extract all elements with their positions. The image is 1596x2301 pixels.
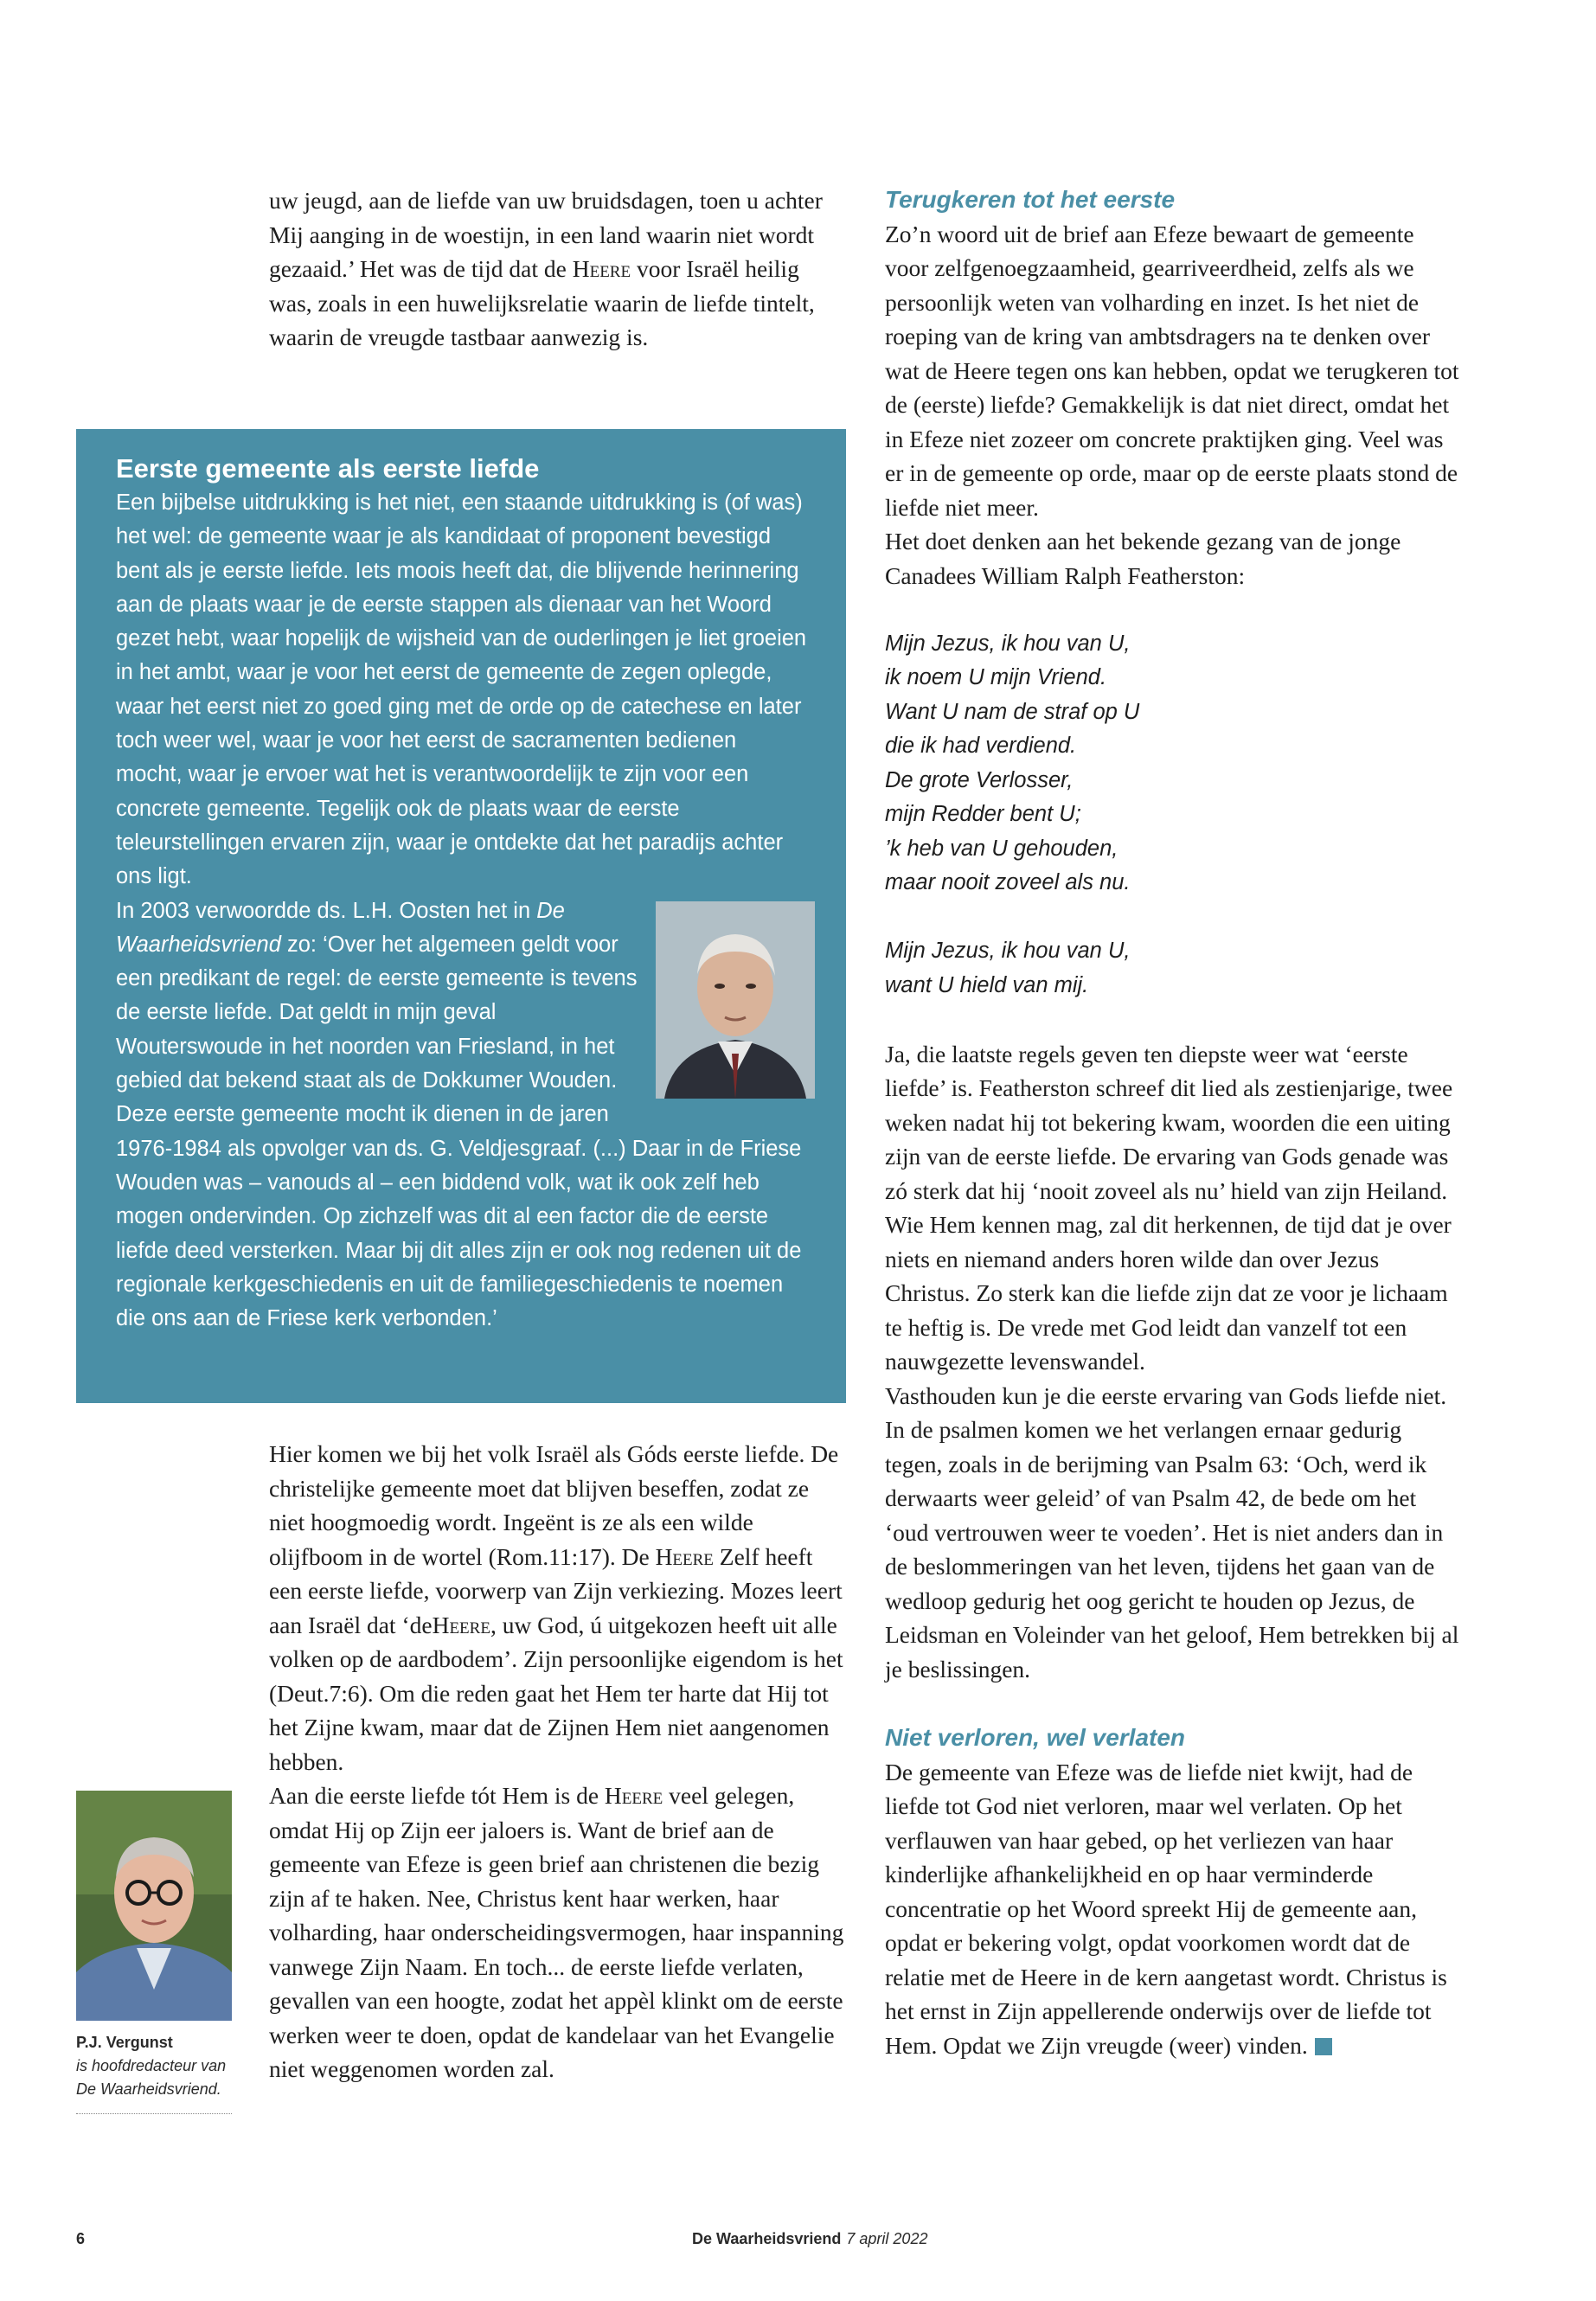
author-caption (76, 2031, 232, 2114)
poem-line: Want U nam de straf op U (885, 699, 1140, 724)
column-1-top (269, 183, 847, 355)
poem-stanza-1 (885, 627, 1461, 901)
poem-stanza-2 (885, 934, 1461, 1003)
section-heading-terugkeren: Terugkeren tot het eerste (885, 186, 1176, 213)
author-role: is hoofdredacteur van De Waarheidsvriend. (76, 2057, 227, 2098)
poem-line: maar nooit zoveel als nu. (885, 870, 1131, 894)
body-paragraph-featherston: Ja, die laatste regels geven ten diepste weer wat ‘eerste liefde’ is. Featherston schreef dit lied als zestienjarige, twee weken nadat hij tot bekering kwam, woorden die een uiting zijn van de eerste liefde. De ervaring van Gods genade was zó sterk dat hij ‘nooit zoveel als nu’ hield van zijn Heiland. Wie Hem kennen mag, zal dit herkennen, de tijd dat je over niets en niemand anders horen wilde dan over Jezus Christus. Zo sterk kan die liefde zijn dat ze voor je lichaam te heftig is. De vrede met God leidt dan vanzelf tot een nauwgezette levenswandel. (885, 1040, 1453, 1375)
body-paragraph-zo-n-woord: Zo’n woord uit de brief aan Efeze bewaart de gemeente voor zelfgenoegzaamheid, gearriveerdheid, zelfs als we persoonlijk weten van volharding en inzet. Is het niet de roeping van de kring van ambtsdragers na te denken over wat de Heere tegen ons kan hebben, opdat we terugkeren tot de (eerste) liefde? Gemakkelijk is dat niet direct, omdat het in Efeze niet zozeer om concrete praktijken ging. Veel was er in de gemeente op orde, maar op de eerste plaats stond de liefde niet meer. (885, 220, 1459, 521)
poem-line: mijn Redder bent U; (885, 802, 1081, 826)
body-paragraph-efeze: Aan die eerste liefde tót Hem is de Heere veel gelegen, omdat Hij op Zijn eer jaloers is. Want de brief aan de gemeente van Efeze is geen brief aan christenen die bezig zijn af te haken. Nee, Christus kent haar werken, haar volharding, haar onderscheidingsvermogen, haar inspanning vanwege Zijn Naam. En toch... de eerste liefde verlaten, gevallen van een hoogte, zodat het appèl klinkt om de eerste werken weer te doen, opdat de kandelaar van het Evangelie niet weggenomen worden zal. (269, 1782, 844, 2082)
author-photo (76, 1791, 232, 2021)
body-paragraph-vasthouden: Vasthouden kun je die eerste ervaring van Gods liefde niet. In de psalmen komen we het verlangen ernaar gedurig tegen, zoals in de berijming van Psalm 63: ‘Och, werd ik derwaarts weer geleid’ of van Psalm 42, de bede om het ‘oud vertrouwen weer te voeden’. Het is niet anders dan in de beslommeringen van het leven, tijdens het gaan van de wedloop gedurig het oog gericht te houden op Jezus, de Leidsman en Voleinder van het geloof, Hem betrekken bij al je beslissingen. (885, 1381, 1459, 1682)
footer-publication (692, 2230, 927, 2248)
body-paragraph-israel: Hier komen we bij het volk Israël als Góds eerste liefde. De christelijke gemeente moet dat blijven beseffen, zodat ze niet hoogmoedig wordt. Ingeënt is ze als een wilde olijfboom in de wortel (Rom.11:17). De Heere Zelf heeft een eerste liefde, voorwerp van Zijn verkiezing. Mozes leert aan Israël dat ‘deHeere, uw God, ú uitgekozen heeft uit alle volken op de aardbodem’. Zijn persoonlijke eigendom is het (Deut.7:6). Om die reden gaat het Hem ter harte dat Hij tot het Zijne kwam, maar dat de Zijnen Hem niet aangenomen hebben. (269, 1440, 843, 1775)
end-mark-icon (1315, 2038, 1332, 2055)
poem-line: Mijn Jezus, ik hou van U, (885, 939, 1131, 963)
portrait-photo-oosten (656, 901, 815, 1099)
sidebar-paragraph-2: In 2003 verwoordde ds. L.H. Oosten het in De Waarheidsvriend zo: ‘Over het algemeen geldt voor een predikant de regel: de eerste gemeente is tevens de eerste liefde. Dat geldt in mijn geval Wouterswoude in het noorden van Friesland, in het gebied dat bekend staat als de Dokkumer Wouden. Deze eerste gemeente mocht ik dienen in de jaren 1976-1984 als opvolger van ds. G. Veldjesgraaf. (...) Daar in de Friese Wouden was – vanouds al – een biddend volk, wat ik ook zelf heb mogen ondervinden. Op zichzelf was dit al een factor die de eerste liefde deed versterken. Maar bij dit alles zijn er ook nog redenen uit de regionale kerkgeschiedenis en uit de familiegeschiedenis te noemen die ons aan de Friese kerk verbonden.’ (116, 898, 802, 1331)
sidebar-title: Eerste gemeente als eerste liefde (116, 453, 540, 484)
footer-date: 7 april 2022 (846, 2230, 928, 2247)
poem-line: De grote Verlosser, (885, 767, 1074, 792)
page-number: 6 (76, 2230, 86, 2247)
sidebar-box (76, 429, 846, 1403)
poem-line: ik noem U mijn Vriend. (885, 665, 1107, 689)
sidebar-paragraph-1: Een bijbelse uitdrukking is het niet, een staande uitdrukking is (of was) het wel: de gemeente waar je als kandidaat of proponent bevestigd bent als je eerste liefde. Iets moois heeft dat, die blijvende herinnering aan de plaats waar je de eerste stappen als dienaar van het Woord gezet hebt, waar hopelijk de wijsheid van de ouderlingen je liet groeien in het ambt, waar je voor het eerst de gemeente de zegen oplegde, waar het eerst niet zo goed ging met de orde op de catechese en later toch weer wel, waar je voor het eerst de sacramenten bedienen mocht, waar je ervoer wat het is verantwoordelijk te zijn voor een concrete gemeente. Tegelijk ook de plaats waar de eerste teleurstellingen ervaren zijn, waar je ontdekte dat het paradijs achter ons ligt. (116, 490, 807, 889)
poem-line: ’k heb van U gehouden, (885, 836, 1118, 861)
footer-magazine: De Waarheidsvriend (692, 2230, 842, 2247)
poem-line: Mijn Jezus, ik hou van U, (885, 631, 1131, 656)
poem-line: want U hield van mij. (885, 972, 1089, 997)
body-paragraph-efeze-verlaten: De gemeente van Efeze was de liefde niet kwijt, had de liefde tot God niet verloren, maar wel verlaten. Op het verflauwen van haar gebed, op het verliezen van haar kinderlijke afhankelijkheid en op haar verminderde concentratie op het Woord spreekt Hij de gemeente aan, opdat er bekering volgt, opdat voorkomen wordt dat de relatie met de Heere in de kern aangetast wordt. Christus is het ernst in Zijn appellerende onderwijs over de liefde tot Hem. Opdat we Zijn vreugde (weer) vinden. (885, 1758, 1447, 2059)
section-heading-niet-verloren: Niet verloren, wel verlaten (885, 1724, 1186, 1751)
body-paragraph-gezang: Het doet denken aan het bekende gezang van de jonge Canadees William Ralph Featherston: (885, 528, 1401, 589)
poem-line: die ik had verdiend. (885, 734, 1077, 758)
intro-paragraph: uw jeugd, aan de liefde van uw bruidsdagen, toen u achter Mij aanging in de woestijn, in een land waarin niet wordt gezaaid.’ Het was de tijd dat de Heere voor Israël heilig was, zoals in een huwelijksrelatie waarin de liefde tintelt, waarin de vreugde tastbaar aanwezig is. (269, 187, 823, 350)
author-name: P.J. Vergunst (76, 2034, 173, 2051)
column-2 (885, 183, 1461, 2062)
column-1-bottom (269, 1437, 847, 2086)
